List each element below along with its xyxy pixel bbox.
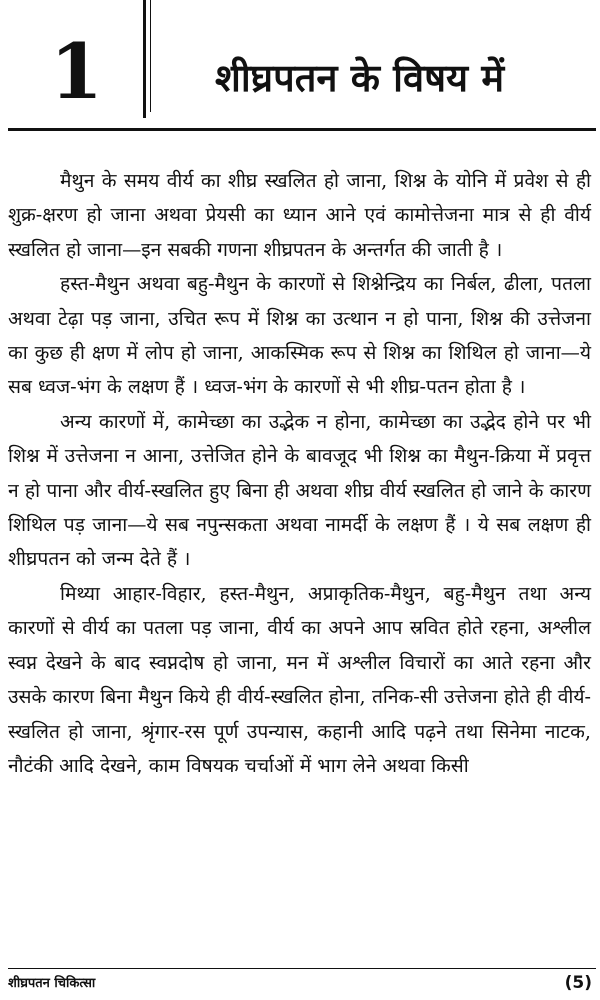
running-title: शीघ्रपतन चिकित्सा bbox=[8, 976, 96, 991]
paragraph-3: अन्य कारणों में, कामेच्छा का उद्भेक न होना, कामेच्छा का उद्भेद होने पर भी शिश्न में उत्तेजना न आना, उत्तेजित होने के बावजूद भी शिश्न का मैथुन-क्रिया में प्रवृत्त न हो पाना और वीर्य-स्खलित हुए बिना ही अथवा शीघ्र वीर्य स्खलित हो जाने के कारण शिथिल पड़ जाना—ये सब नपुन्सकता अथवा नामर्दी के लक्षण हैं । ये सब लक्षण ही शीघ्रपतन को जन्म देते हैं । bbox=[8, 409, 591, 571]
paragraph-4: मिथ्या आहार-विहार, हस्त-मैथुन, अप्राकृतिक-मैथुन, बहु-मैथुन तथा अन्य कारणों से वीर्य का पतला पड़ जाना, वीर्य का अपने आप स्रवित होते रहना, अश्लील स्वप्न देखने के बाद स्वप्नदोष हो जाना, मन में अश्लील विचारों का आते रहना और उसके कारण बिना मैथुन किये ही वीर्य-स्खलित होना, तनिक-सी उत्तेजना होते ही वीर्य-स्खलित हो जाना, श्रृंगार-रस पूर्ण उपन्यास, कहानी आदि पढ़ने तथा सिनेमा नाटक, नौटंकी आदि देखने, काम विषयक चर्चाओं में भाग लेने अथवा किसी bbox=[8, 581, 591, 777]
footer-rule bbox=[8, 968, 596, 969]
chapter-number: 1 bbox=[50, 27, 103, 116]
header-vertical-rule-thick bbox=[143, 0, 146, 118]
page-number: (5) bbox=[564, 973, 592, 993]
paragraph-1: मैथुन के समय वीर्य का शीघ्र स्खलित हो जाना, शिश्न के योनि में प्रवेश से ही शुक्र-क्षरण हो जाना अथवा प्रेयसी का ध्यान आने एवं कामोत्तेजना मात्र से ही वीर्य स्खलित हो जाना—इन सबकी गणना शीघ्रपतन के अन्तर्गत की जाती है । bbox=[8, 169, 591, 261]
header-horizontal-rule bbox=[8, 128, 596, 131]
paragraph-2: हस्त-मैथुन अथवा बहु-मैथुन के कारणों से शिश्नेन्द्रिय का निर्बल, ढीला, पतला अथवा टेढ़ा पड़ जाना, उचित रूप में शिश्न का उत्थान न हो पाना, शिश्न की उत्तेजना का कुछ ही क्षण में लोप हो जाना, आकस्मिक रूप से शिश्न का शिथिल हो जाना—ये सब ध्वज-भंग के लक्षण हैं । ध्वज-भंग के कारणों से भी शीघ्र-पतन होता है । bbox=[8, 272, 591, 399]
header-vertical-rule-thin bbox=[150, 0, 151, 112]
chapter-title: शीघ्रपतन के विषय में bbox=[215, 56, 505, 100]
chapter-body bbox=[8, 164, 591, 783]
